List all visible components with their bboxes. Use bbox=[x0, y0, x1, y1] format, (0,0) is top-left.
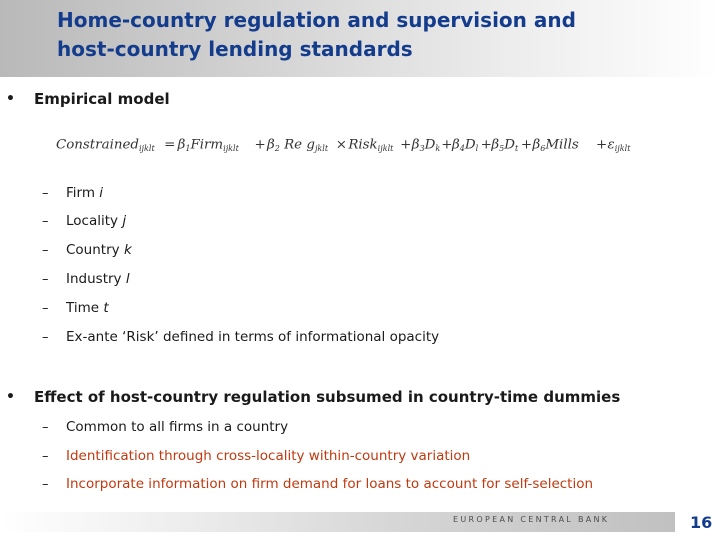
svg-text:β4Dl: $\beta_4D_l$ bbox=[452, 137, 479, 154]
svg-text:Constrainedijklt: Constrained$_{ijklt}$ bbox=[56, 137, 155, 154]
svg-text:β5Dt: $\beta_5D_t$ bbox=[491, 137, 519, 154]
svg-text:+: + bbox=[520, 137, 533, 153]
dash-marker: – bbox=[42, 330, 49, 345]
subitem-identification: Identification through cross-locality within-country variation bbox=[66, 448, 471, 464]
subitem-common-to-all: Common to all firms in a country bbox=[66, 419, 289, 435]
svg-text:εijklt: $\varepsilon_{ijklt}$ bbox=[607, 137, 631, 154]
dash-marker: – bbox=[42, 214, 49, 229]
svg-text:+: + bbox=[595, 137, 608, 153]
subitem-industry: Industry l bbox=[66, 271, 130, 287]
ecb-logo-text: EUROPEAN CENTRAL BANK bbox=[453, 515, 610, 524]
dash-marker: – bbox=[42, 272, 49, 287]
svg-text:β3Dk: $\beta_3D_k$ bbox=[411, 137, 441, 154]
subitem-country: Country k bbox=[66, 242, 132, 258]
dash-marker: – bbox=[42, 186, 49, 201]
bullet-marker: • bbox=[6, 389, 15, 405]
bullet-empirical-model: Empirical model bbox=[34, 90, 170, 108]
dash-marker: – bbox=[42, 449, 49, 464]
svg-text:Riskijklt: Risk$_{ijklt}$ bbox=[348, 137, 394, 154]
svg-text:+: + bbox=[441, 137, 453, 153]
svg-text:+: + bbox=[400, 137, 412, 153]
dash-marker: – bbox=[42, 301, 49, 316]
dash-marker: – bbox=[42, 477, 49, 492]
dash-marker: – bbox=[42, 243, 49, 258]
svg-text:β2 Re gjklt: $\beta_2$ Re $g_{jklt}$ bbox=[266, 137, 329, 154]
svg-text:β1Firmijklt: $\beta_1Firm_{ijklt}$ bbox=[177, 137, 239, 154]
svg-text:=: = bbox=[164, 137, 176, 153]
svg-text:×: × bbox=[335, 137, 348, 153]
slide-title: Home-country regulation and supervision and host-country lending standards bbox=[57, 8, 576, 61]
dash-marker: – bbox=[42, 420, 49, 435]
subitem-locality: Locality j bbox=[66, 213, 127, 229]
footer-bar bbox=[0, 512, 720, 532]
regression-equation bbox=[56, 125, 646, 161]
subitem-ex-ante-risk: Ex-ante ‘Risk’ defined in terms of informational opacity bbox=[66, 329, 440, 345]
bullet-marker: • bbox=[6, 91, 15, 107]
svg-text:β6Mills: $\beta_6Mills$ bbox=[532, 137, 579, 154]
subitem-firm: Firm i bbox=[66, 185, 104, 201]
page-number: 16 bbox=[690, 513, 713, 532]
title-banner bbox=[0, 0, 720, 77]
subitem-self-selection: Incorporate information on firm demand for loans to account for self-selection bbox=[66, 476, 594, 492]
svg-text:+: + bbox=[254, 137, 266, 153]
bullet-host-country-effect: Effect of host-country regulation subsumed in country-time dummies bbox=[34, 388, 621, 406]
svg-text:+: + bbox=[480, 137, 492, 153]
subitem-time: Time t bbox=[66, 300, 109, 316]
